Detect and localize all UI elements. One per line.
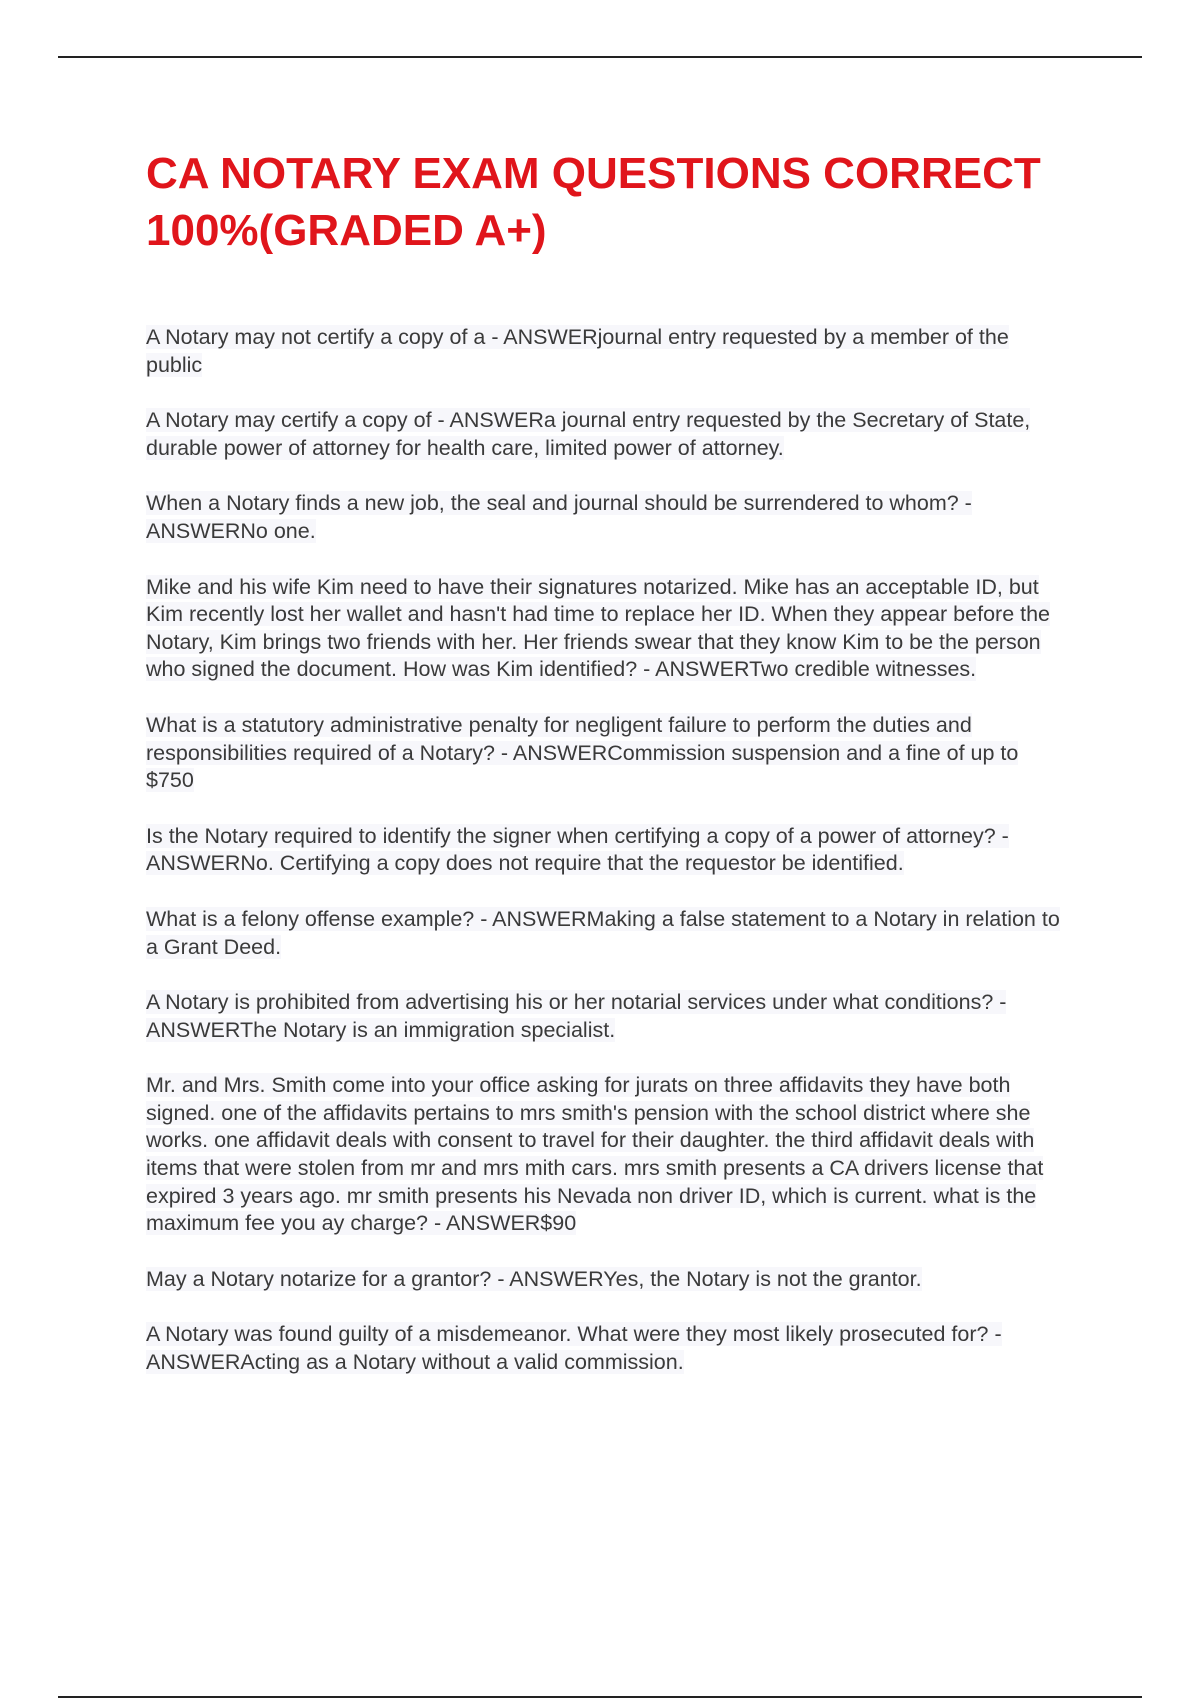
qa-list xyxy=(146,324,1066,1377)
qa-item xyxy=(146,823,1066,878)
qa-item xyxy=(146,490,1066,545)
qa-text: Mr. and Mrs. Smith come into your office asking for jurats on three affidavits they have both signed. one of the affidavits pertains to mrs smith's pension with the school district where she works. one affidavit deals with consent to travel for their daughter. the third affidavit deals with items that were stolen from mr and mrs mith cars. mrs smith presents a CA drivers license that expired 3 years ago. mr smith presents his Nevada non driver ID, which is current. what is the maximum fee you ay charge? - ANSWER$90 xyxy=(146,1073,1044,1236)
qa-item xyxy=(146,712,1066,795)
top-rule xyxy=(58,56,1142,58)
qa-text: When a Notary finds a new job, the seal and journal should be surrendered to whom? - ANSWERNo one. xyxy=(146,491,972,543)
qa-text: What is a statutory administrative penalty for negligent failure to perform the duties and responsibilities required of a Notary? - ANSWERCommission suspension and a fine of up to $750 xyxy=(146,712,1019,793)
qa-item xyxy=(146,906,1066,961)
bottom-rule xyxy=(58,1696,1142,1698)
qa-item xyxy=(146,1266,1066,1294)
qa-text: A Notary may not certify a copy of a - ANSWERjournal entry requested by a member of the public xyxy=(146,325,1009,377)
qa-text: What is a felony offense example? - ANSWERMaking a false statement to a Notary in relation to a Grant Deed. xyxy=(146,906,1060,959)
qa-item xyxy=(146,324,1066,379)
qa-text: Is the Notary required to identify the signer when certifying a copy of a power of attorney? - ANSWERNo. Certifying a copy does not require that the requestor be identified. xyxy=(146,823,1009,876)
qa-item xyxy=(146,1321,1066,1376)
qa-item xyxy=(146,1072,1066,1238)
qa-item xyxy=(146,407,1066,462)
qa-item xyxy=(146,989,1066,1044)
qa-text: May a Notary notarize for a grantor? - ANSWERYes, the Notary is not the grantor. xyxy=(146,1266,922,1291)
qa-text: Mike and his wife Kim need to have their signatures notarized. Mike has an acceptable ID, but Kim recently lost her wallet and hasn't had time to replace her ID. When they appear before the Notary, Kim brings two friends with her. Her friends swear that they know Kim to be the person who signed the document. How was Kim identified? - ANSWERTwo credible witnesses. xyxy=(146,574,1051,682)
document-title: CA NOTARY EXAM QUESTIONS CORRECT 100%(GRADED A+) xyxy=(146,149,1041,255)
qa-text: A Notary was found guilty of a misdemeanor. What were they most likely prosecuted for? - ANSWERActing as a Notary without a valid commission. xyxy=(146,1322,1002,1375)
qa-text: A Notary is prohibited from advertising his or her notarial services under what conditions? - ANSWERThe Notary is an immigration specialist. xyxy=(146,990,1007,1042)
document-body xyxy=(146,145,1066,1405)
qa-text: A Notary may certify a copy of - ANSWERa journal entry requested by the Secretary of State, durable power of attorney for health care, limited power of attorney. xyxy=(146,408,1031,460)
qa-item xyxy=(146,574,1066,684)
